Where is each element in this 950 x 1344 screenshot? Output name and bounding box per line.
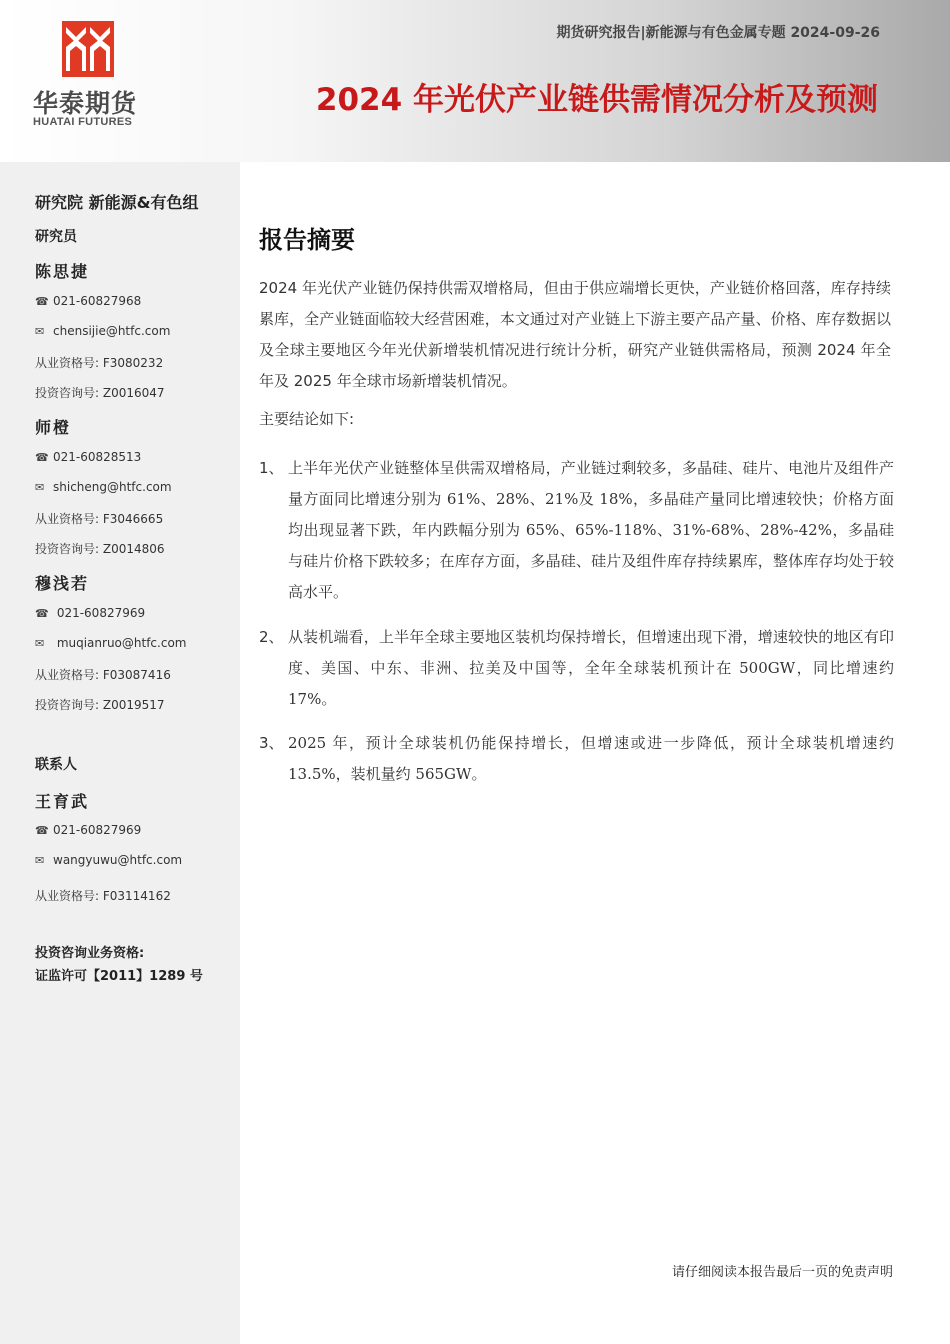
report-meta: 期货研究报告|新能源与有色金属专题 2024-09-26 (556, 25, 880, 41)
department: 研究院 新能源&有色组 (35, 193, 199, 212)
conclusion-text: 从装机端看，上半年全球主要地区装机均保持增长，但增速出现下滑，增速较快的地区有印度、美国、中东、非洲、拉美及中国等，全年全球装机预计在 500GW，同比增速约 17%。 (288, 628, 894, 708)
researcher-email[interactable]: ✉ muqianruo@htfc.com (35, 636, 187, 650)
report-title: 2024 年光伏产业链供需情况分析及预测 (315, 82, 878, 118)
page-header (0, 0, 950, 162)
researcher-name: 师橙 (35, 418, 72, 437)
researcher-name: 穆浅若 (35, 574, 90, 593)
contact-name: 王育武 (35, 792, 90, 811)
contact-qualification: 从业资格号: F03114162 (35, 889, 171, 903)
phone-icon: ☎ (35, 824, 49, 837)
researcher-phone: ☎ 021-60828513 (35, 450, 142, 464)
conclusion-number: 3、 (259, 734, 284, 752)
phone-icon: ☎ (35, 451, 49, 464)
email-icon: ✉ (35, 854, 45, 867)
intro-paragraph: 2024 年光伏产业链仍保持供需双增格局，但由于供应端增长更快，产业链价格回落，库存持续累库，全产业链面临较大经营困难，本文通过对产业链上下游主要产品产量、价格、库存数据以及全球主要地区今年光伏新增装机情况进行统计分析，研究产业链供需格局，预测 2024 年全年及 2025 年全球市场新增装机情况。 (259, 279, 891, 390)
section-title: 报告摘要 (259, 226, 355, 254)
researcher-consult-number: 投资咨询号: Z0016047 (35, 386, 165, 400)
contact-phone: ☎ 021-60827969 (35, 823, 142, 837)
researcher-name: 陈思捷 (35, 262, 90, 281)
conclusion-item (259, 622, 894, 715)
researcher-consult-number: 投资咨询号: Z0014806 (35, 542, 165, 556)
conclusion-text: 上半年光伏产业链整体呈供需双增格局，产业链过剩较多，多晶硅、硅片、电池片及组件产量方面同比增速分别为 61%、28%、21%及 18%，多晶硅产量同比增速较快；价格方面均出现显著下跌，年内跌幅分别为 65%、65%-118%、31%-68%、28%-42%，多晶硅与硅片价格下跌较多；在库存方面，多晶硅、硅片及组件库存持续累库，整体库存均处于较高水平。 (288, 459, 894, 601)
huatai-logo-icon (62, 21, 114, 77)
logo-chinese-name: 华泰期货 (33, 89, 138, 118)
email-icon: ✉ (35, 325, 45, 338)
researcher-phone: ☎ 021-60827969 (35, 606, 146, 620)
conclusion-number: 2、 (259, 628, 284, 646)
researcher-email[interactable]: ✉ shicheng@htfc.com (35, 480, 172, 494)
logo-english-name: HUATAI FUTURES (33, 116, 133, 128)
researcher-email[interactable]: ✉ chensijie@htfc.com (35, 324, 171, 338)
company-logo (30, 18, 150, 133)
researcher-qualification: 从业资格号: F3046665 (35, 512, 164, 526)
conclusion-item (259, 453, 894, 608)
contact-label: 联系人 (35, 757, 77, 773)
researchers-label: 研究员 (35, 229, 77, 245)
researcher-qualification: 从业资格号: F03087416 (35, 668, 171, 682)
phone-icon: ☎ (35, 607, 49, 620)
researcher-qualification: 从业资格号: F3080232 (35, 356, 164, 370)
conclusion-number: 1、 (259, 459, 284, 477)
license-label: 投资咨询业务资格: (35, 946, 145, 961)
conclusion-text: 2025 年，预计全球装机仍能保持增长，但增速或进一步降低，预计全球装机增速约 13.5%，装机量约 565GW。 (288, 734, 894, 783)
conclusion-item (259, 728, 894, 790)
author-sidebar (0, 162, 240, 1344)
email-icon: ✉ (35, 637, 45, 650)
phone-icon: ☎ (35, 295, 49, 308)
contact-email[interactable]: ✉ wangyuwu@htfc.com (35, 853, 183, 867)
conclusion-label: 主要结论如下: (259, 410, 355, 428)
disclaimer-note: 请仔细阅读本报告最后一页的免责声明 (671, 1265, 893, 1280)
license-number: 证监许可【2011】1289 号 (35, 969, 203, 984)
researcher-consult-number: 投资咨询号: Z0019517 (35, 698, 165, 712)
email-icon: ✉ (35, 481, 45, 494)
researcher-phone: ☎ 021-60827968 (35, 294, 142, 308)
